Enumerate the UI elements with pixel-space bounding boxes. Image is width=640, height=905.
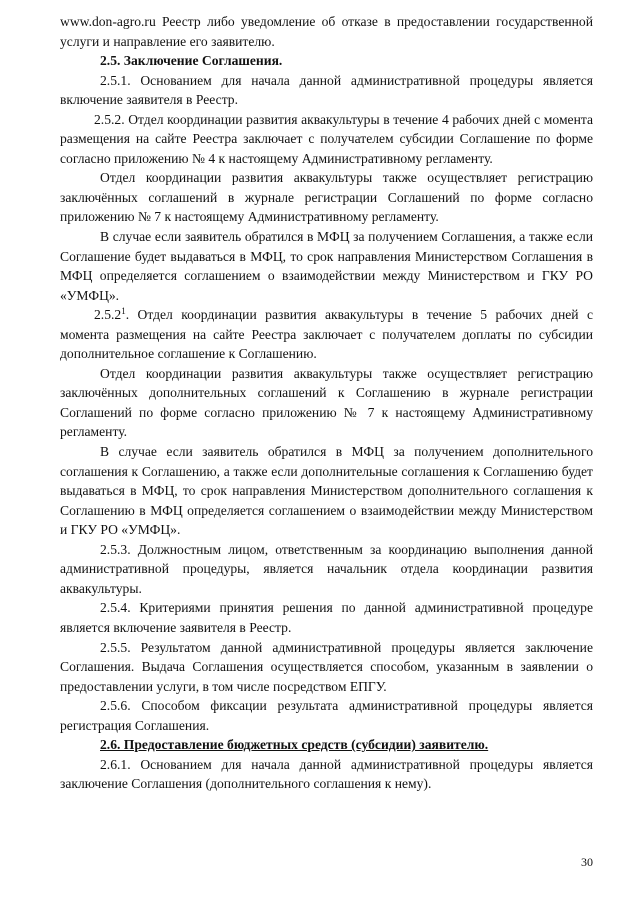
clause-text: . Отдел координации развития аквакультуры в течение 5 рабочих дней с момента размещения на сайте Реестра заключает с получателем доплаты по субсидии дополнительное соглашение к Соглашению. [60, 307, 593, 362]
section-heading-2-6 [60, 735, 593, 755]
document-page [60, 12, 593, 794]
paragraph-2-5-4: 2.5.4. Критериями принятия решения по данной административной процедуре является включение заявителя в Реестр. [60, 600, 593, 635]
paragraph-2-5-2-1 [60, 305, 593, 364]
section-heading-2-6-text: 2.6. Предоставление бюджетных средств (субсидии) заявителю. [100, 737, 489, 753]
paragraph-2-5-2-1-registration: Отдел координации развития аквакультуры также осуществляет регистрацию заключённых дополнительных соглашений к Соглашению в журнале регистрации Соглашений по форме согласно приложению № 7 к настоящему Административному регламенту. [60, 365, 593, 440]
paragraph-2-5-2: 2.5.2. Отдел координации развития аквакультуры в течение 4 рабочих дней с момента размещения на сайте Реестра заключает с получателем субсидии Соглашение по форме согласно приложению № 4 к настоящему Административному регламенту. [60, 111, 593, 166]
page-number: 30 [581, 855, 593, 869]
paragraph-2-5-2-1-mfc: В случае если заявитель обратился в МФЦ за получением дополнительного соглашения к Соглашению, а также если дополнительные соглашения к Соглашению будет выдаваться в МФЦ, то срок направления Министерством дополнительного соглашения к Соглашению в МФЦ определяется соглашением о взаимодействии между Министерством и ГКУ РО «УМФЦ». [60, 444, 593, 538]
paragraph-cont: www.don-agro.ru Реестр либо уведомление об отказе в предоставлении государственной услуги и направление его заявителю. [60, 14, 593, 49]
paragraph-2-5-5: 2.5.5. Результатом данной административной процедуры является заключение Соглашения. Выдача Соглашения осуществляется способом, указанным в заявлении о предоставлении услуги, в том числе посредством ЕПГУ. [60, 639, 593, 694]
paragraph-2-5-1: 2.5.1. Основанием для начала данной административной процедуры является включение заявителя в Реестр. [60, 72, 593, 108]
clause-superscript: 1 [121, 306, 126, 317]
paragraph-2-6-1: 2.6.1. Основанием для начала данной административной процедуры является заключение Соглашения (дополнительного соглашения к нему). [60, 756, 593, 792]
section-heading-2-5: 2.5. Заключение Соглашения. [100, 53, 283, 69]
paragraph-2-5-2-mfc: В случае если заявитель обратился в МФЦ за получением Соглашения, а также если Соглашение будет выдаваться в МФЦ, то срок направления Министерством Соглашения в МФЦ определяется соглашением о взаимодействии между Министерством и ГКУ РО «УМФЦ». [60, 229, 593, 303]
paragraph-2-5-2-registration: Отдел координации развития аквакультуры также осуществляет регистрацию заключённых соглашений в журнале регистрации Соглашений по форме согласно приложению № 7 к настоящему Административному регламенту. [60, 170, 593, 225]
clause-number: 2.5.2 [94, 307, 122, 323]
paragraph-2-5-6: 2.5.6. Способом фиксации результата административной процедуры является регистрация Соглашения. [60, 698, 593, 733]
paragraph-2-5-3: 2.5.3. Должностным лицом, ответственным за координацию выполнения данной административной процедуры, является начальник отдела координации развития аквакультуры. [60, 541, 593, 596]
